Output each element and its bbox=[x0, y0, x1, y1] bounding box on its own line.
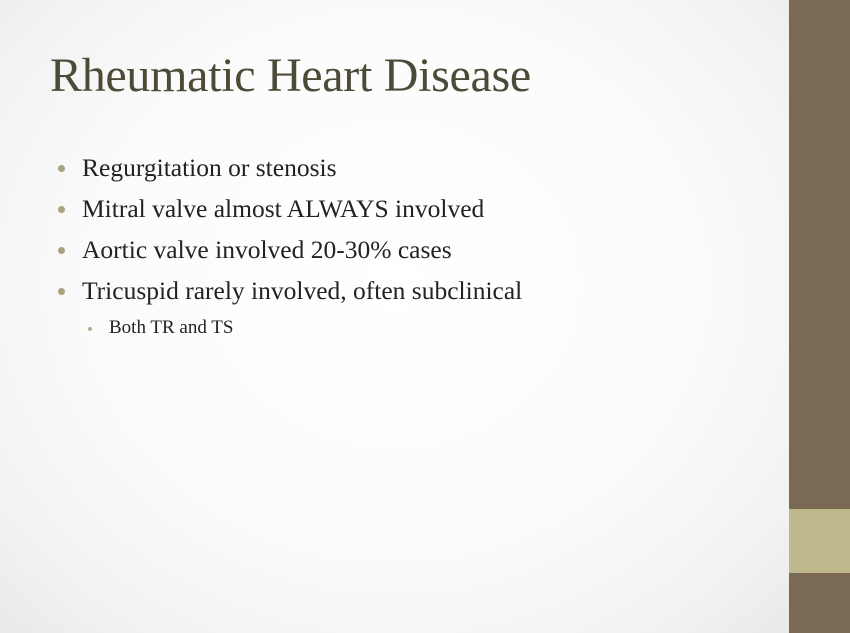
sub-bullet-item bbox=[88, 317, 233, 339]
bullet-list bbox=[58, 153, 522, 317]
bullet-marker-icon bbox=[58, 206, 65, 213]
bullet-item bbox=[58, 235, 522, 276]
bullet-marker-icon bbox=[58, 288, 65, 295]
bullet-item bbox=[58, 153, 522, 194]
bullet-text: Aortic valve involved 20-30% cases bbox=[82, 235, 452, 264]
bullet-marker-icon bbox=[58, 165, 65, 172]
bullet-item bbox=[58, 276, 522, 317]
bullet-marker-icon bbox=[58, 247, 65, 254]
sub-bullet-text: Both TR and TS bbox=[109, 317, 234, 338]
slide-title: Rheumatic Heart Disease bbox=[50, 49, 531, 102]
sub-bullet-marker-icon bbox=[88, 327, 92, 331]
bullet-text: Mitral valve almost ALWAYS involved bbox=[82, 194, 485, 223]
bullet-text: Regurgitation or stenosis bbox=[82, 153, 337, 182]
decorative-side-accent bbox=[789, 509, 850, 573]
bullet-item bbox=[58, 194, 522, 235]
bullet-text: Tricuspid rarely involved, often subclinical bbox=[82, 276, 523, 305]
